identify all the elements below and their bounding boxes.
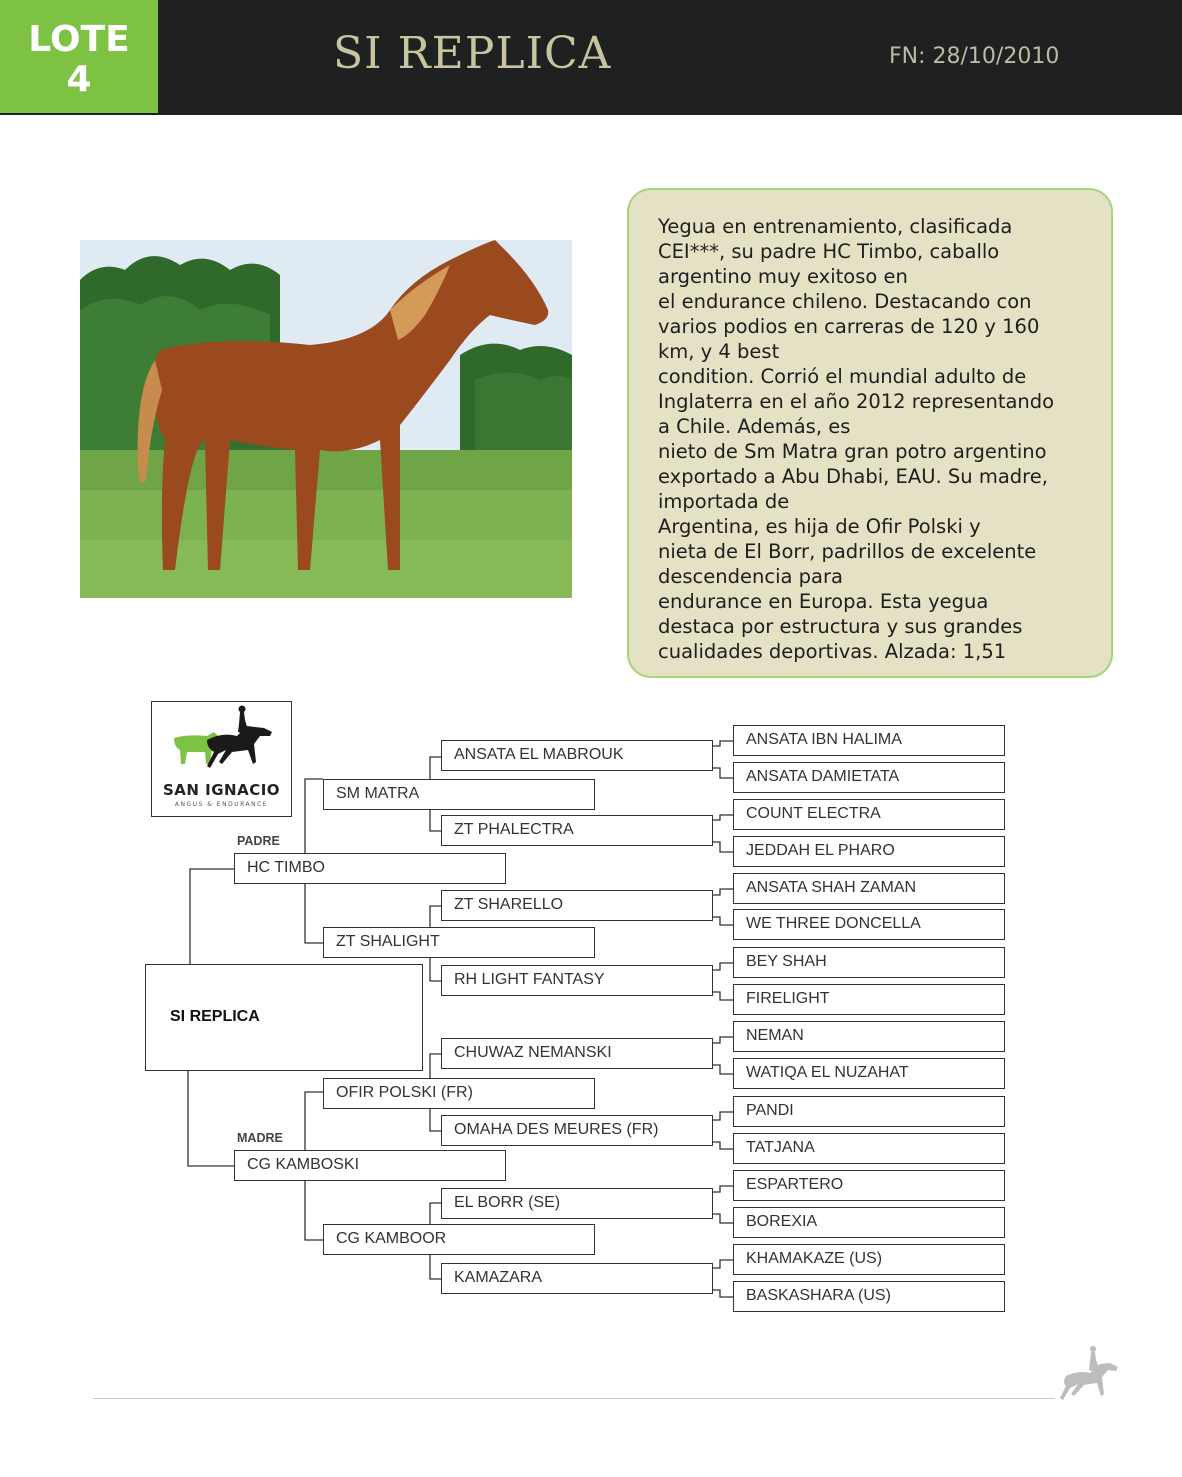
pedigree-ancestor: ANSATA DAMIETATA [733,762,1005,793]
description-line: CEI***, su padre HC Timbo, caballo [658,240,1000,263]
description-line: descendencia para [658,565,843,588]
description-line: condition. Corrió el mundial adulto de [658,365,1027,388]
description-line: argentino muy exitoso en [658,265,908,288]
pedigree-ancestor: PANDI [733,1096,1005,1127]
pedigree-ancestor: NEMAN [733,1021,1005,1052]
pedigree-subject: SI REPLICA [145,964,423,1071]
pedigree-ancestor: JEDDAH EL PHARO [733,836,1005,867]
pedigree-ancestor: FIRELIGHT [733,984,1005,1015]
footer-divider [93,1398,1055,1399]
horse-name-title: SI REPLICA [333,28,612,79]
cow-and-rider-icon [152,702,293,782]
pedigree-ancestor: WATIQA EL NUZAHAT [733,1058,1005,1089]
pedigree-ancestor: COUNT ELECTRA [733,799,1005,830]
pedigree-grandparent: ZT SHALIGHT [323,927,595,958]
padre-label: PADRE [237,834,280,848]
san-ignacio-logo [151,701,292,817]
description-line: cualidades deportivas. Alzada: 1,51 [658,640,1007,663]
pedigree-dam: CG KAMBOSKI [234,1150,506,1181]
description-line: Yegua en entrenamiento, clasificada [658,215,1013,238]
pedigree-ancestor: ESPARTERO [733,1170,1005,1201]
description-line: nieta de El Borr, padrillos de excelente [658,540,1037,563]
lote-label: LOTE [28,19,130,60]
madre-label: MADRE [237,1131,283,1145]
pedigree-great-grandparent: ANSATA EL MABROUK [441,740,713,771]
description-line: varios podios en carreras de 120 y 160 [658,315,1040,338]
description-line: Argentina, es hija de Ofir Polski y [658,515,981,538]
pedigree-grandparent: OFIR POLSKI (FR) [323,1078,595,1109]
pedigree-great-grandparent: KAMAZARA [441,1263,713,1294]
pedigree-ancestor: ANSATA SHAH ZAMAN [733,873,1005,904]
pedigree-ancestor: BEY SHAH [733,947,1005,978]
horse-photo [80,240,572,598]
pedigree-great-grandparent: ZT SHARELLO [441,890,713,921]
pedigree-ancestor: BOREXIA [733,1207,1005,1238]
description-line: a Chile. Además, es [658,415,851,438]
pedigree-great-grandparent: EL BORR (SE) [441,1188,713,1219]
pedigree-great-grandparent: ZT PHALECTRA [441,815,713,846]
description-line: destaca por estructura y sus grandes [658,615,1023,638]
pedigree-great-grandparent: OMAHA DES MEURES (FR) [441,1115,713,1146]
horse-rider-icon [1058,1346,1122,1404]
pedigree-great-grandparent: CHUWAZ NEMANSKI [441,1038,713,1069]
description-line: el endurance chileno. Destacando con [658,290,1032,313]
pedigree-ancestor: TATJANA [733,1133,1005,1164]
pedigree-ancestor: BASKASHARA (US) [733,1281,1005,1312]
description-line: importada de [658,490,790,513]
description-line: nieto de Sm Matra gran potro argentino [658,440,1047,463]
lote-badge [0,0,158,113]
pedigree-ancestor: KHAMAKAZE (US) [733,1244,1005,1275]
description-line: exportado a Abu Dhabi, EAU. Su madre, [658,465,1048,488]
description-line: km, y 4 best [658,340,780,363]
lote-number: 4 [66,59,92,100]
logo-subtitle: ANGUS & ENDURANCE [174,801,269,808]
description-line: endurance en Europa. Esta yegua [658,590,989,613]
pedigree-great-grandparent: RH LIGHT FANTASY [441,965,713,996]
birth-date: FN: 28/10/2010 [889,44,1060,69]
description-box [627,188,1113,678]
pedigree-ancestor: ANSATA IBN HALIMA [733,725,1005,756]
logo-name: SAN IGNACIO [162,781,281,799]
pedigree-grandparent: CG KAMBOOR [323,1224,595,1255]
pedigree-sire: HC TIMBO [234,853,506,884]
pedigree-ancestor: WE THREE DONCELLA [733,909,1005,940]
description-line: Inglaterra en el año 2012 representando [658,390,1055,413]
pedigree-grandparent: SM MATRA [323,779,595,810]
